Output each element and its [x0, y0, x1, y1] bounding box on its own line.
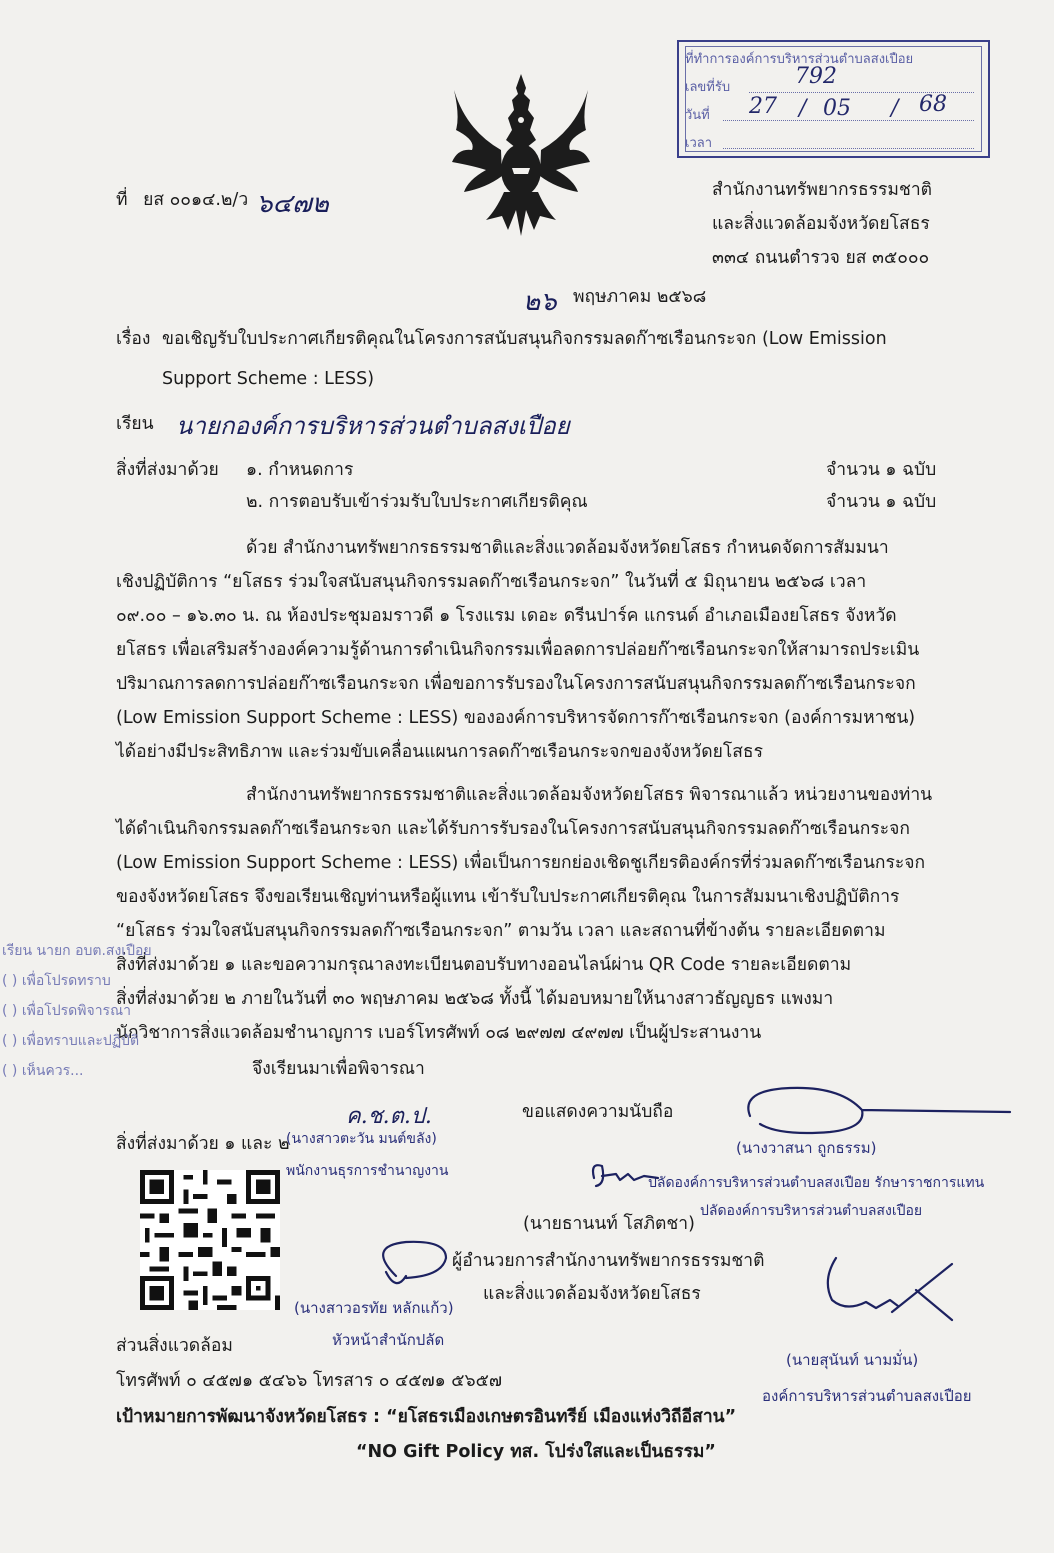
sender-line2: และสิ่งแวดล้อมจังหวัดยโสธร: [712, 214, 930, 234]
receipt-stamp: ที่ทำการองค์การบริหารส่วนตำบลสงเปือย เลขที่รับ 792 วันที่ 27 / 05 / 68 เวลา: [677, 40, 990, 158]
acting-signature: [586, 1158, 666, 1192]
routing-line: ( ) เพื่อโปรดทราบ: [2, 973, 111, 989]
stamp-date-label: วันที่: [685, 108, 710, 123]
enclosure-qty-1: จำนวน ๑ ฉบับ: [826, 460, 937, 480]
footer-phone: โทรศัพท์ ๐ ๔๕๗๑ ๕๔๖๖ โทรสาร ๐ ๔๕๗๑ ๕๖๕๗: [116, 1371, 503, 1391]
p1-line: ด้วย สำนักงานทรัพยากรธรรมชาติและสิ่งแวดล้อมจังหวัดยโสธร กำหนดจัดการสัมมนา: [246, 538, 889, 558]
staff-role: พนักงานธุรการชำนาญงาน: [286, 1163, 449, 1179]
stamp-receipt-no: 792: [795, 64, 837, 89]
routing-line: เรียน นายก อบต.สงเปือย: [2, 943, 152, 959]
mayor-name: (นายสุนันท์ นามมั่น): [786, 1351, 919, 1369]
clerk-signature: [346, 1236, 466, 1296]
mayor-role: องค์การบริหารส่วนตำบลสงเปือย: [762, 1387, 972, 1405]
clerk-role: หัวหน้าสำนักปลัด: [332, 1331, 445, 1349]
enclosure-qty-2: จำนวน ๑ ฉบับ: [826, 492, 937, 512]
ref-no: ยส ๐๐๑๔.๒/ว: [143, 190, 249, 210]
p1-line: ได้อย่างมีประสิทธิภาพ และร่วมขับเคลื่อนแผนการลดก๊าซเรือนกระจกของจังหวัดยโสธร: [116, 742, 763, 762]
clerk-name: (นางสาวอรทัย หลักแก้ว): [294, 1299, 454, 1317]
routing-line: ( ) เพื่อทราบและปฏิบัติ: [2, 1033, 140, 1049]
mayor-signature: [806, 1250, 956, 1330]
stamp-time-label: เวลา: [685, 136, 713, 151]
garuda-emblem-icon: [446, 70, 596, 238]
p2-line: สิ่งที่ส่งมาด้วย ๒ ภายในวันที่ ๓๐ พฤษภาคม ๒๕๖๘ ทั้งนี้ ได้มอบหมายให้นางสาวธัญญธร แพงมา: [116, 989, 834, 1009]
stamp-date-month: 05: [823, 96, 851, 121]
subject-line2: Support Scheme : LESS): [162, 369, 375, 389]
qr-code-icon: [140, 1170, 280, 1310]
enclosure-item-1: ๑. กำหนดการ: [246, 460, 354, 480]
document-page: ที่ทำการองค์การบริหารส่วนตำบลสงเปือย เลขที่รับ 792 วันที่ 27 / 05 / 68 เวลา ที่ ยส ๐๐๑๔.๒/ว ๖๔๗๒ สำนักงานทรัพยากรธรรมชาติ และสิ่งแวดล้อมจังหวัดยโสธร ๓๓๔ ถนนตำรวจ ยส ๓๕๐๐๐ ๒๖ พฤษภาคม ๒๕๖๘ เรื่อง ขอเชิญรับใบประกาศเกียรติคุณในโครงการสนับสนุนกิจกรรมลดก๊าซเรือนกระจก (Low Emission Support Scheme : LESS) เรียน นายกองค์การบริหารส่วนตำบลสงเปือย สิ่งที่ส่งมาด้วย ๑. กำหนดการ จำนวน ๑ ฉบับ ๒. การตอบรับเข้าร่วมรับใบประกาศเกียรติคุณ จำนวน ๑ ฉบับ ด้วย สำนักงานทรัพยากรธรรมชาติและสิ่งแวดล้อมจังหวัดยโสธร กำหนดจัดการสัมมนา เชิงปฏิบัติการ “ยโสธร ร่วมใจสนับสนุนกิจกรรมลดก๊าซเรือนกระจก” ในวันที่ ๕ มิถุนายน ๒๕๖๘ เวลา ๐๙.๐๐ – ๑๖.๓๐ น. ณ ห้องประชุมอมราวดี ๑ โรงแรม เดอะ ดรีนปาร์ค แกรนด์ อำเภอเมืองยโสธร จังหวัด ยโสธร เพื่อเสริมสร้างองค์ความรู้ด้านการดำเนินกิจกรรมเพื่อลดการปล่อยก๊าซเรือนกระจกให้สามารถประเมิน ปริมาณการลดการปล่อยก๊าซเรือนกระจก เพื่อขอการรับรองในโครงการสนับสนุนกิจกรรมลดก๊าซเรือนกระจก (Low Emission Support Scheme : LESS) ขององค์การบริหารจัดการก๊าซเรือนกระจก (องค์การมหาชน) ได้อย่างมีประสิทธิภาพ และร่วมขับเคลื่อนแผนการลดก๊าซเรือนกระจกของจังหวัดยโสธร สำนักงานทรัพยากรธรรมชาติและสิ่งแวดล้อมจังหวัดยโสธร พิจารณาแล้ว หน่วยงานของท่าน ได้ดำเนินกิจกรรมลดก๊าซเรือนกระจก และได้รับการรับรองในโครงการสนับสนุนกิจกรรมลดก๊าซเรือนกระจก (Low Emission Support Scheme : LESS) เพื่อเป็นการยกย่องเชิดชูเกียรติองค์กรที่ร่วมลดก๊าซเรือนกระจก ของจังหวัดยโสธร จึงขอเรียนเชิญท่านหรือผู้แทน เข้ารับใบประกาศเกียรติคุณ ในการสัมมนาเชิงปฏิบัติการ “ยโสธร ร่วมใจสนับสนุนกิจกรรมลดก๊าซเรือนกระจก” ตามวัน เวลา และสถานที่ข้างต้น รายละเอียดตาม สิ่งที่ส่งมาด้วย ๑ และขอความกรุณาลงทะเบียนตอบรับทางออนไลน์ผ่าน QR Code รายละเอียดตาม สิ่งที่ส่งมาด้วย ๒ ภายในวันที่ ๓๐ พฤษภาคม ๒๕๖๘ ทั้งนี้ ได้มอบหมายให้นางสาวธัญญธร แพงมา นักวิชาการสิ่งแวดล้อมชำนาญการ เบอร์โทรศัพท์ ๐๘ ๒๙๗๗ ๔๙๗๗ เป็นผู้ประสานงาน จึงเรียนมาเพื่อพิจารณา เรียน นายก อบต.สงเปือย ( ) เพื่อโปรดทราบ ( ) เพื่อโปรดพิจารณา ( ) เพื่อทราบและปฏิบัติ ( ) เห็นควร... ขอแสดงความนับถือ (นางวาสนา ถูกธรรม) ปลัดองค์การบริหารส่วนตำบลสงเปือย รักษาราชการแทน ปลัดองค์การบริหารส่วนตำบลสงเปือย (นายธานนท์ โสภิตชา) ผู้อำนวยการสำนักงานทรัพยากรธรรมชาติ และสิ่งแวดล้อมจังหวัดยโสธร ค.ช.ต.ป. สิ่งที่ส่งมาด้วย ๑ และ ๒ (นางสาวตะวัน มนต์ขลัง) พนักงานธุรการชำนาญงาน (นางสาวอรทัย หลักแก้ว) หัวหน้าสำนักปลัด (นายสุนันท์ นามมั่น) องค์การบริหารส่วนตำบลสงเปือย ส่วนสิ่งแวดล้อม โทรศัพท์ ๐ ๔๕๗๑ ๕๔๖๖ โทรสาร ๐ ๔๕๗๑ ๕๖๕๗ เป้าหมายการพัฒนาจังหวัดยโสธร : “ยโสธรเมืองเกษตรอินทรีย์ เมืองแห่งวิถีอีสาน” “NO Gift Policy ทส. โปร่งใสและเป็นธรรม”: [0, 0, 1054, 1553]
ref-handwritten: ๖๔๗๒: [256, 189, 329, 219]
p1-line: เชิงปฏิบัติการ “ยโสธร ร่วมใจสนับสนุนกิจกรรมลดก๊าซเรือนกระจก” ในวันที่ ๕ มิถุนายน ๒๕๖๘ เวลา: [116, 572, 867, 592]
signer-role1: ปลัดองค์การบริหารส่วนตำบลสงเปือย รักษาราชการแทน: [648, 1175, 985, 1191]
director-role2: และสิ่งแวดล้อมจังหวัดยโสธร: [483, 1284, 701, 1304]
routing-line: ( ) เพื่อโปรดพิจารณา: [2, 1003, 131, 1019]
p2-line: ได้ดำเนินกิจกรรมลดก๊าซเรือนกระจก และได้รับการรับรองในโครงการสนับสนุนกิจกรรมลดก๊าซเรือนกระจก: [116, 819, 910, 839]
p2-line: สำนักงานทรัพยากรธรรมชาติและสิ่งแวดล้อมจังหวัดยโสธร พิจารณาแล้ว หน่วยงานของท่าน: [246, 785, 933, 805]
footer-dept: ส่วนสิ่งแวดล้อม: [116, 1336, 233, 1356]
p2-line: ของจังหวัดยโสธร จึงขอเรียนเชิญท่านหรือผู้แทน เข้ารับใบประกาศเกียรติคุณ ในการสัมมนาเชิงปฏิบัติการ: [116, 887, 900, 907]
stamp-date-day: 27: [749, 94, 777, 119]
signer-role2: ปลัดองค์การบริหารส่วนตำบลสงเปือย: [700, 1203, 923, 1219]
staff-name: (นางสาวตะวัน มนต์ขลัง): [286, 1131, 437, 1147]
p1-line: ยโสธร เพื่อเสริมสร้างองค์ความรู้ด้านการดำเนินกิจกรรมเพื่อลดการปล่อยก๊าซเรือนกระจกให้สามารถประเมิน: [116, 640, 920, 660]
stamp-date-year: 68: [919, 92, 947, 117]
recipient-handwritten: นายกองค์การบริหารส่วนตำบลสงเปือย: [176, 412, 570, 440]
subject-line1: ขอเชิญรับใบประกาศเกียรติคุณในโครงการสนับสนุนกิจกรรมลดก๊าซเรือนกระจก (Low Emission: [162, 329, 887, 349]
p2-line: “ยโสธร ร่วมใจสนับสนุนกิจกรรมลดก๊าซเรือนกระจก” ตามวัน เวลา และสถานที่ข้างต้น รายละเอียดตาม: [116, 921, 886, 941]
subject-label: เรื่อง: [116, 329, 151, 349]
p2-line: สิ่งที่ส่งมาด้วย ๑ และขอความกรุณาลงทะเบียนตอบรับทางออนไลน์ผ่าน QR Code รายละเอียดตาม: [116, 955, 852, 975]
routing-line: ( ) เห็นควร...: [2, 1063, 84, 1079]
stamp-receipt-label: เลขที่รับ: [685, 80, 731, 95]
date-day-handwritten: ๒๖: [523, 287, 557, 317]
director-signature: [730, 1080, 1020, 1142]
p1-line: ๐๙.๐๐ – ๑๖.๓๐ น. ณ ห้องประชุมอมราวดี ๑ โรงแรม เดอะ ดรีนปาร์ค แกรนด์ อำเภอเมืองยโสธร จังหวัด: [116, 606, 897, 626]
p1-line: ปริมาณการลดการปล่อยก๊าซเรือนกระจก เพื่อขอการรับรองในโครงการสนับสนุนกิจกรรมลดก๊าซเรือนกระจก: [116, 674, 916, 694]
routing-stamp: [0, 936, 152, 1086]
closing: จึงเรียนมาเพื่อพิจารณา: [252, 1059, 425, 1079]
sender-line3: ๓๓๔ ถนนตำรวจ ยส ๓๕๐๐๐: [712, 248, 930, 268]
director-role1: ผู้อำนวยการสำนักงานทรัพยากรธรรมชาติ: [452, 1251, 765, 1271]
respect-text: ขอแสดงความนับถือ: [522, 1102, 674, 1122]
ref-label: ที่: [116, 190, 128, 210]
footer-policy: “NO Gift Policy ทส. โปร่งใสและเป็นธรรม”: [356, 1442, 716, 1462]
enclosure-label: สิ่งที่ส่งมาด้วย: [116, 460, 219, 480]
footer-goal: เป้าหมายการพัฒนาจังหวัดยโสธร : “ยโสธรเมืองเกษตรอินทรีย์ เมืองแห่งวิถีอีสาน”: [116, 1407, 737, 1427]
date-text: พฤษภาคม ๒๕๖๘: [573, 287, 707, 307]
recipient-label: เรียน: [116, 414, 154, 434]
signer-name: (นางวาสนา ถูกธรรม): [736, 1139, 877, 1157]
p2-line: (Low Emission Support Scheme : LESS) เพื่อเป็นการยกย่องเชิดชูเกียรติองค์กรที่ร่วมลดก๊าซเรือนกระจก: [116, 853, 926, 873]
p1-line: (Low Emission Support Scheme : LESS) ขององค์การบริหารจัดการก๊าซเรือนกระจก (องค์การมหาชน): [116, 708, 916, 728]
enclosure-note: สิ่งที่ส่งมาด้วย ๑ และ ๒: [116, 1134, 290, 1154]
sender-line1: สำนักงานทรัพยากรธรรมชาติ: [712, 180, 933, 200]
p2-line: นักวิชาการสิ่งแวดล้อมชำนาญการ เบอร์โทรศัพท์ ๐๘ ๒๙๗๗ ๔๙๗๗ เป็นผู้ประสานงาน: [116, 1023, 762, 1043]
director-name: (นายธานนท์ โสภิตชา): [523, 1214, 695, 1234]
stamp-org: ที่ทำการองค์การบริหารส่วนตำบลสงเปือย: [685, 52, 914, 67]
enclosure-item-2: ๒. การตอบรับเข้าร่วมรับใบประกาศเกียรติคุณ: [246, 492, 588, 512]
